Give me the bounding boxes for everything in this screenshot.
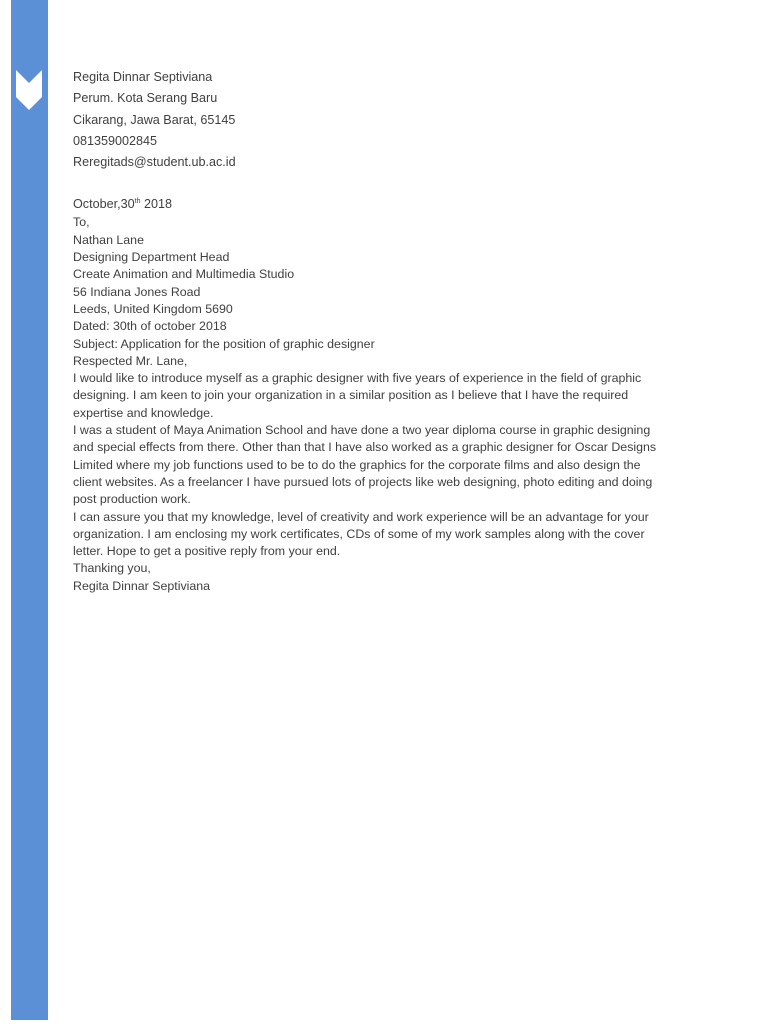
signature-name: Regita Dinnar Septiviana [73, 578, 211, 593]
paragraph-1-line-1: I would like to introduce myself as a graphic designer with five years of experience in the field of graphic [73, 371, 642, 386]
date-prefix: October,30 [73, 197, 135, 212]
recipient-title: Designing Department Head [73, 250, 230, 265]
paragraph-1-line-2: designing. I am keen to join your organization in a similar position as I believe that I have the required [73, 388, 629, 403]
chevron-down-icon [16, 70, 42, 110]
paragraph-3-line-1: I can assure you that my knowledge, level of creativity and work experience will be an advantage for your [73, 509, 649, 524]
date-ordinal-suffix: th [134, 198, 141, 206]
letter-date [73, 194, 713, 214]
sender-block [73, 67, 713, 173]
greeting: Respected Mr. Lane, [73, 353, 188, 368]
subject-line: Subject: Application for the position of graphic designer [73, 336, 375, 351]
paragraph-2-line-1: I was a student of Maya Animation School and have done a two year diploma course in graphic designing [73, 423, 651, 438]
recipient-name: Nathan Lane [73, 232, 144, 247]
sender-email: Reregitads@student.ub.ac.id [73, 155, 236, 170]
paragraph-2-line-2: and special effects from there. Other than that I have also worked as a graphic designer for Oscar Designs [73, 440, 657, 455]
paragraph-2-line-3: Limited where my job functions used to be to do the graphics for the corporate films and also design the [73, 457, 641, 472]
left-accent-bar [11, 0, 48, 1020]
paragraph-3-line-2: organization. I am enclosing my work certificates, CDs of some of my work samples along with the cover [73, 526, 645, 541]
recipient-company: Create Animation and Multimedia Studio [73, 267, 295, 282]
recipient-city: Leeds, United Kingdom 5690 [73, 301, 233, 316]
paragraph-1-line-3: expertise and knowledge. [73, 405, 214, 420]
sender-address-line-2: Cikarang, Jawa Barat, 65145 [73, 112, 236, 127]
letter-body [73, 214, 713, 595]
paragraph-2-line-5: post production work. [73, 492, 191, 507]
recipient-salutation-to: To, [73, 215, 90, 230]
letter-page [73, 67, 713, 595]
sender-name: Regita Dinnar Septiviana [73, 70, 213, 84]
recipient-street: 56 Indiana Jones Road [73, 284, 201, 299]
sender-phone: 081359002845 [73, 133, 158, 148]
closing: Thanking you, [73, 561, 151, 576]
paragraph-3-line-3: letter. Hope to get a positive reply from your end. [73, 544, 341, 559]
sender-address-line-1: Perum. Kota Serang Baru [73, 91, 218, 106]
paragraph-2-line-4: client websites. As a freelancer I have pursued lots of projects like web designing, photo editing and doing [73, 474, 653, 489]
date-year: 2018 [140, 197, 172, 212]
dated-line: Dated: 30th of october 2018 [73, 319, 227, 334]
